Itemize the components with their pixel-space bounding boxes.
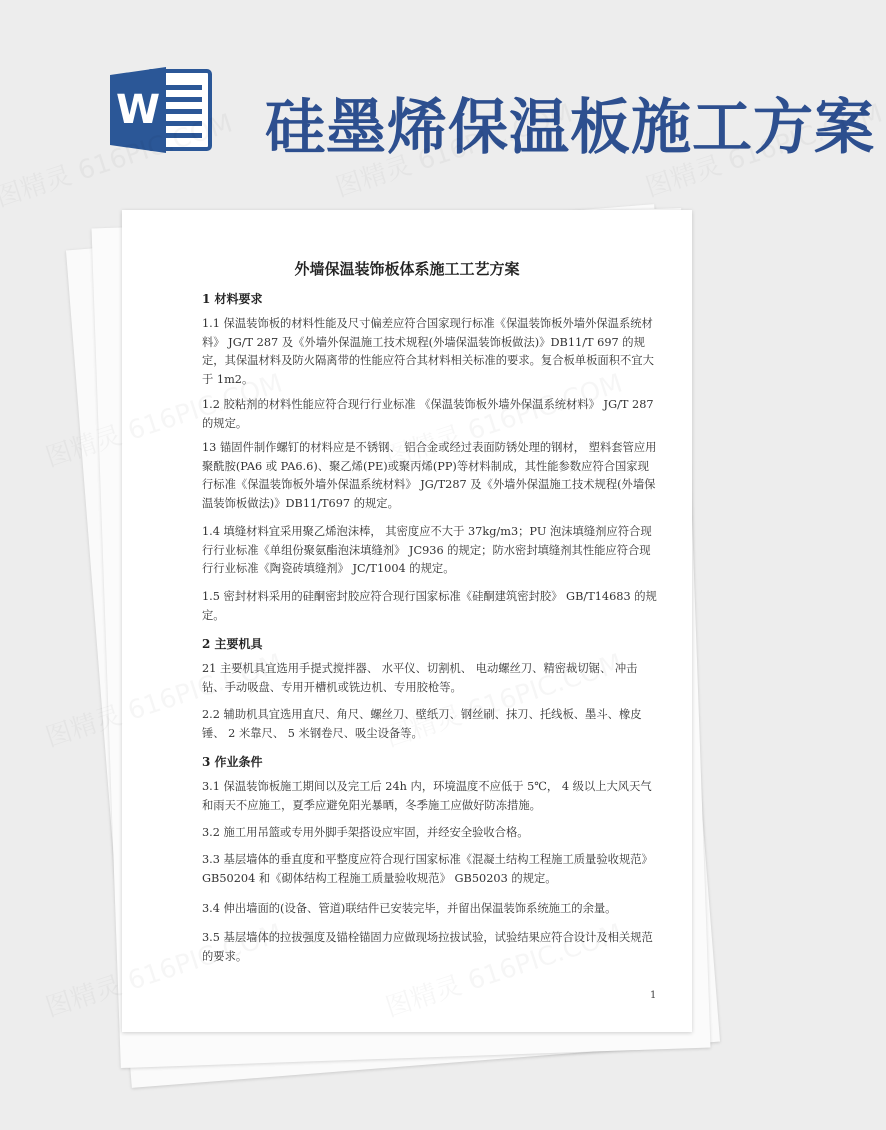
paragraph: 1.4 填缝材料宜采用聚乙烯泡沫棒， 其密度应不大于 37kg/m3；PU 泡沫填缝剂应符合现行行业标准《单组份聚氨酯泡沫填缝剂》 JC936 的规定；防水密封填缝剂其性能应符合现行行业标准《陶瓷砖填缝剂》 JC/T1004 的规定。 (202, 525, 652, 575)
banner (0, 0, 875, 200)
document-page (122, 210, 692, 1032)
paragraph: 1.2 胶粘剂的材料性能应符合现行行业标准 《保温装饰板外墙外保温系统材料》 JG/T 287 的规定。 (202, 398, 654, 430)
paragraph: 3.2 施工用吊篮或专用外脚手架搭设应牢固，并经安全验收合格。 (202, 826, 529, 839)
document-title: 外墙保温装饰板体系施工工艺方案 (294, 260, 520, 278)
banner-title: 硅墨烯保温板施工方案 (265, 93, 875, 163)
section-heading: 2 主要机具 (202, 637, 263, 651)
word-logo-letter: W (115, 87, 161, 133)
paragraph: 21 主要机具宜选用手提式搅拌器、 水平仪、切割机、 电动螺丝刀、精密裁切锯、 冲击钻、手动吸盘、专用开槽机或铣边机、专用胶枪等。 (202, 662, 638, 694)
paragraph: 2.2 辅助机具宜选用直尺、角尺、螺丝刀、壁纸刀、钢丝刷、抹刀、托线板、墨斗、橡皮锤、 2 米靠尺、 5 米钢卷尺、吸尘设备等。 (202, 708, 642, 740)
paragraph: 1.5 密封材料采用的硅酮密封胶应符合现行国家标准《硅酮建筑密封胶》 GB/T14683 的规定。 (202, 590, 657, 622)
section-heading: 1 材料要求 (202, 292, 263, 306)
word-document-icon (108, 63, 214, 157)
paragraph: 13 锚固件制作螺钉的材料应是不锈钢、 铝合金或经过表面防锈处理的钢材， 塑料套管应用聚酰胺(PA6 或 PA6.6)、聚乙烯(PE)或聚丙烯(PP)等材料制成，其性能参数应符合国家现行标准《保温装饰板外墙外保温系统材料》 JG/T287 及《外墙外保温施工技术规程(外墙保温装饰板做法)》DB11/T697 的规定。 (202, 441, 657, 510)
page-number: 1 (650, 990, 657, 1001)
paragraph: 1.1 保温装饰板的材料性能及尺寸偏差应符合国家现行标准《保温装饰板外墙外保温系统材料》 JG/T 287 及《外墙外保温施工技术规程(外墙保温装饰板做法)》DB11/T 697 的规定，其保温材料及防火隔离带的性能应符合其材料相关标准的要求。复合板单板面积不宜大于 1m2。 (202, 317, 654, 386)
paragraph: 3.4 伸出墙面的(设备、管道)联结件已安装完毕，并留出保温装饰系统施工的余量。 (202, 902, 617, 915)
paragraph: 3.1 保温装饰板施工期间以及完工后 24h 内，环境温度不应低于 5℃， 4 级以上大风天气和雨天不应施工，夏季应避免阳光暴晒，冬季施工应做好防冻措施。 (202, 780, 652, 812)
paragraph: 3.5 基层墙体的拉拔强度及锚栓锚固力应做现场拉拔试验，试验结果应符合设计及相关规范的要求。 (202, 931, 653, 963)
section-heading: 3 作业条件 (202, 755, 263, 769)
paragraph: 3.3 基层墙体的垂直度和平整度应符合现行国家标准《混凝土结构工程施工质量验收规范》 GB50204 和《砌体结构工程施工质量验收规范》 GB50203 的规定。 (202, 853, 653, 885)
